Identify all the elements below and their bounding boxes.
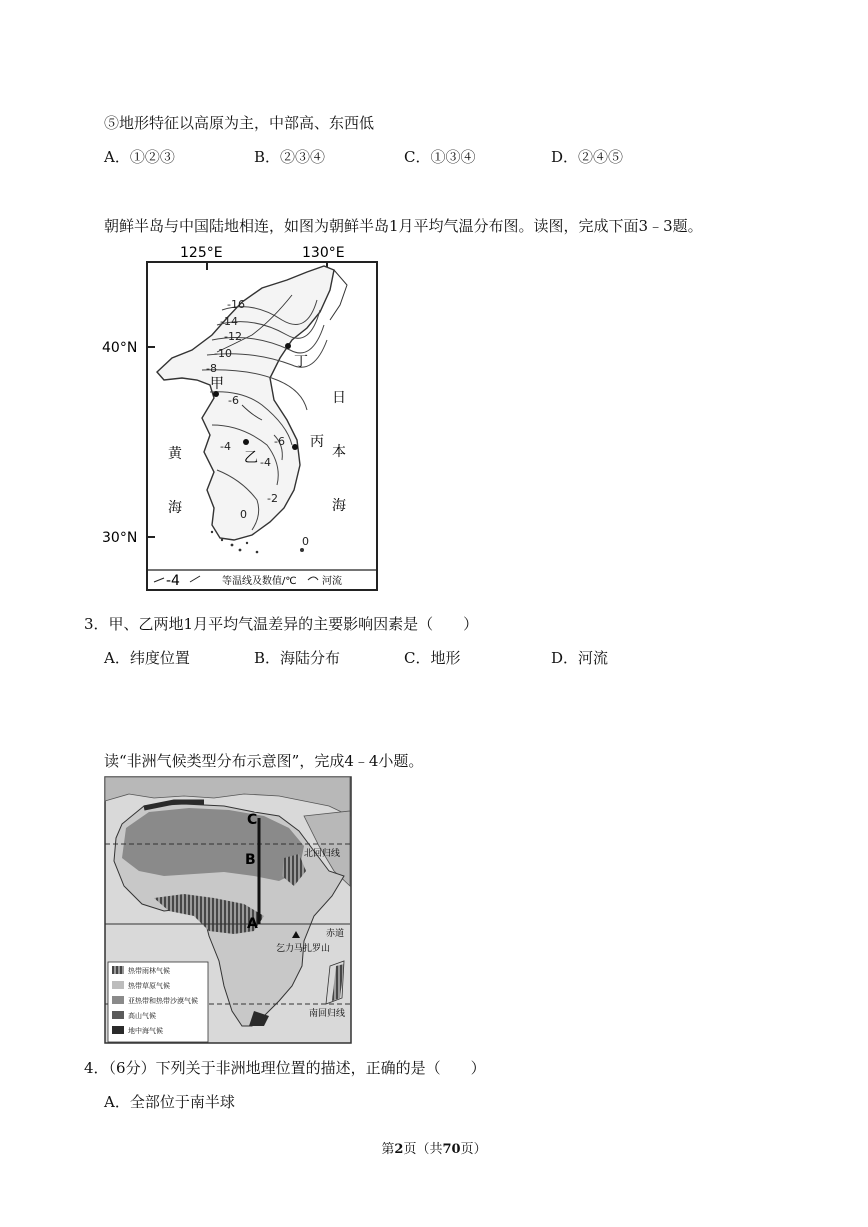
- label-equator: 赤道: [326, 929, 345, 939]
- q4-option-a: A．全部位于南半球: [104, 1093, 235, 1111]
- point-c: C: [247, 812, 258, 828]
- legend-rainforest: 热带雨林气候: [128, 967, 170, 975]
- footer-suffix: 页）: [460, 1142, 487, 1157]
- lon-label-130: 130°E: [302, 245, 345, 261]
- place-yi: 乙: [244, 450, 258, 466]
- q3-option-d: D．河流: [551, 649, 609, 667]
- label-kilimanjaro: 乞力马扎罗山: [276, 944, 331, 954]
- q3-option-c: C．地形: [404, 649, 461, 667]
- isotherm-label: -16: [227, 298, 245, 311]
- isotherm-label: -4: [260, 456, 271, 469]
- sea-huang: 黄: [168, 446, 182, 462]
- isotherm-label: -10: [214, 347, 232, 360]
- africa-climate-map: [104, 776, 352, 1044]
- isotherm-label: -8: [206, 362, 217, 375]
- q2-option-c: C．①③④: [404, 148, 476, 166]
- isotherm-label: -6: [228, 394, 239, 407]
- legend-desert: 亚热带和热带沙漠气候: [128, 997, 198, 1005]
- lon-label-125: 125°E: [180, 245, 223, 261]
- lat-label-30: 30°N: [102, 530, 138, 546]
- lat-label-40: 40°N: [102, 340, 138, 356]
- footer-prefix: 第: [381, 1142, 395, 1157]
- legend-savanna: 热带草原气候: [128, 982, 170, 990]
- footer-page-number: 2: [394, 1142, 404, 1157]
- legend-isotherm-value: -4: [166, 573, 180, 589]
- q2-option-d: D．②④⑤: [551, 148, 624, 166]
- point-b: B: [245, 852, 256, 868]
- isotherm-label: -6: [274, 435, 285, 448]
- q3-stem: 3．甲、乙两地1月平均气温差异的主要影响因素是（ ）: [84, 615, 479, 633]
- isotherm-label: 0: [240, 508, 247, 521]
- legend-isotherm-text: 等温线及数值/℃: [222, 576, 297, 587]
- q4-stem: 4．（6分）下列关于非洲地理位置的描述，正确的是（ ）: [84, 1059, 486, 1077]
- footer-total-pages: 70: [442, 1142, 461, 1157]
- place-ding: 丁: [294, 354, 308, 370]
- place-jia: 甲: [210, 376, 224, 392]
- korea-temperature-map: [102, 240, 382, 595]
- place-bing: 丙: [310, 434, 324, 450]
- isotherm-label: 0: [302, 535, 309, 548]
- label-tropic-cancer: 北回归线: [304, 849, 341, 859]
- q2-item-5: ⑤地形特征以高原为主，中部高、东西低: [104, 114, 375, 132]
- isotherm-label: -12: [224, 330, 242, 343]
- legend-highland: 高山气候: [128, 1012, 156, 1020]
- q2-option-a: A．①②③: [104, 148, 175, 166]
- isotherm-label: -2: [267, 492, 278, 505]
- q3-option-a: A．纬度位置: [104, 649, 190, 667]
- isotherm-label: -14: [220, 315, 238, 328]
- sea-hai-west: 海: [168, 500, 182, 516]
- sea-hai-east: 海: [332, 498, 346, 514]
- sea-ri: 日: [332, 390, 346, 406]
- africa-intro: 读“非洲气候类型分布示意图”，完成4﹣4小题。: [104, 752, 424, 770]
- q2-option-b: B．②③④: [254, 148, 326, 166]
- q3-option-b: B．海陆分布: [254, 649, 341, 667]
- isotherm-label: -4: [220, 440, 231, 453]
- label-tropic-capricorn: 南回归线: [309, 1009, 346, 1019]
- legend-river-text: 河流: [322, 576, 342, 587]
- footer-middle: 页（共: [403, 1142, 443, 1157]
- point-a: A: [247, 916, 258, 932]
- korea-intro: 朝鲜半岛与中国陆地相连，如图为朝鲜半岛1月平均气温分布图。读图，完成下面3﹣3题。: [104, 217, 703, 235]
- page-footer: [0, 1138, 868, 1157]
- legend-mediterranean: 地中海气候: [128, 1027, 163, 1035]
- sea-ben: 本: [332, 444, 346, 460]
